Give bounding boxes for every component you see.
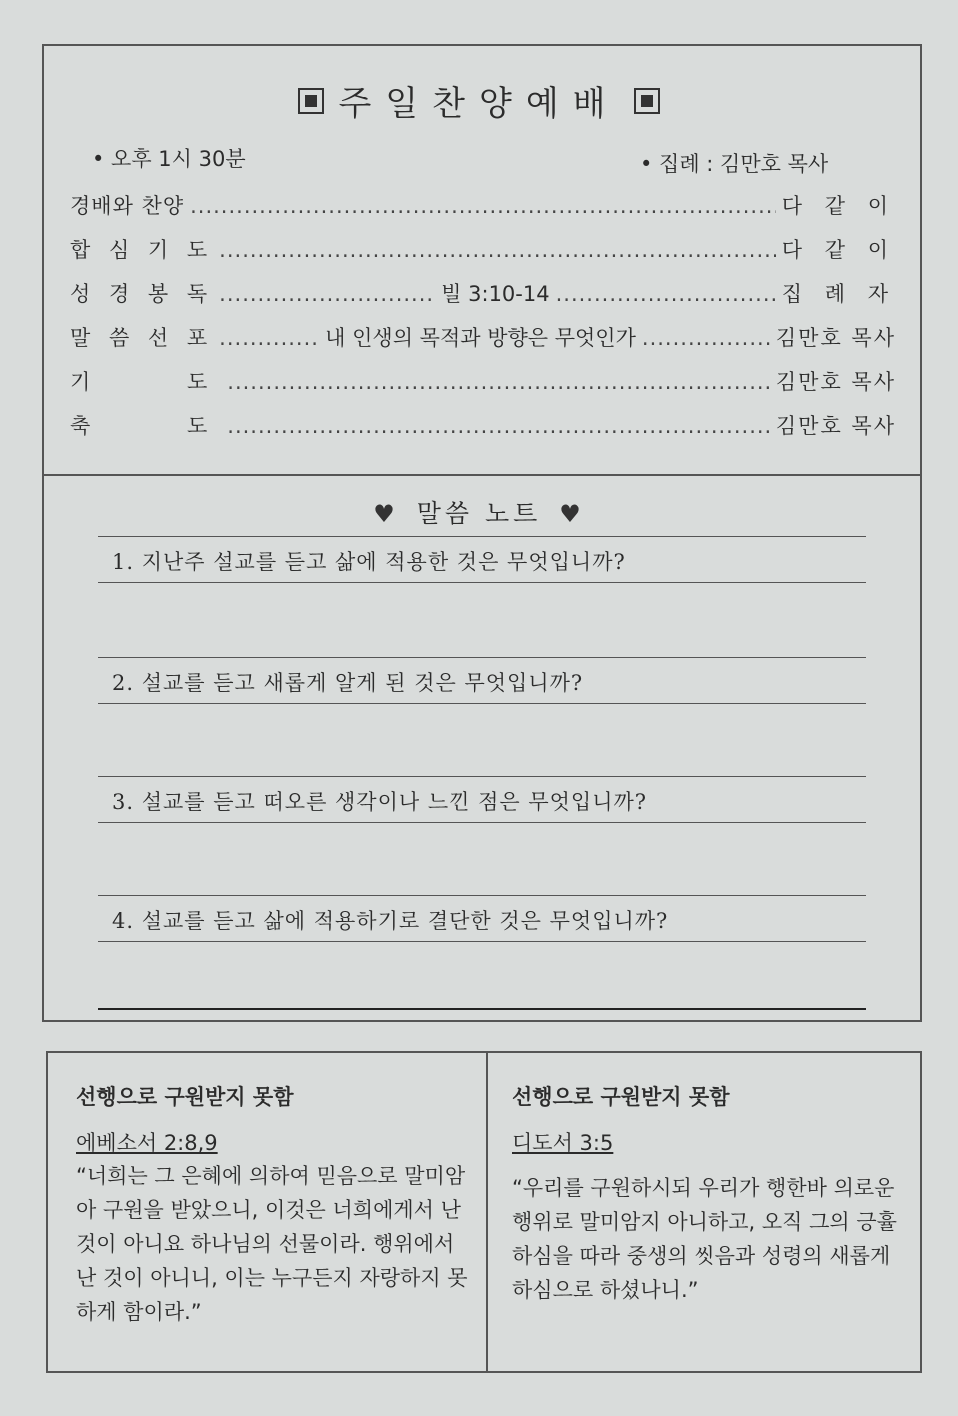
verse-heading: 선행으로 구원받지 못함 — [76, 1085, 294, 1109]
note-question: 3. 설교를 듣고 떠오른 생각이나 느낀 점은 무엇입니까? — [112, 790, 648, 814]
note-question: 1. 지난주 설교를 듣고 삶에 적용한 것은 무엇입니까? — [112, 550, 626, 574]
order-label: 축 도 — [70, 414, 222, 438]
order-label: 성 경 봉 독 — [70, 282, 214, 306]
note-rule — [98, 582, 866, 583]
order-leader: 집 례 자 — [781, 282, 896, 306]
square-bullet-icon — [298, 88, 324, 114]
note-rule — [98, 941, 866, 942]
verse-reference: 에베소서 2:8,9 — [76, 1131, 218, 1155]
leader-dots — [227, 370, 770, 394]
order-detail: 내 인생의 목적과 방향은 무엇인가 — [325, 326, 636, 350]
heart-icon: ♥ — [559, 500, 585, 528]
leader-dots — [219, 238, 776, 262]
leader-dots — [190, 194, 776, 218]
column-divider — [486, 1053, 488, 1371]
verse-column-ephesians — [76, 1053, 476, 1329]
order-row — [70, 278, 896, 322]
order-row — [70, 366, 896, 410]
order-label: 합 심 기 도 — [70, 238, 214, 262]
note-rule — [98, 822, 866, 823]
service-officiant: • 집례 : 김만호 목사 — [640, 152, 829, 176]
sermon-notes-title: ♥ 말씀 노트 ♥ — [373, 499, 585, 528]
order-leader: 김만호 목사 — [775, 370, 896, 394]
note-rule — [98, 703, 866, 704]
order-row — [70, 190, 896, 234]
leader-dots — [556, 282, 776, 306]
order-row — [70, 322, 896, 366]
order-leader: 김만호 목사 — [775, 414, 896, 438]
order-label: 말 씀 선 포 — [70, 326, 214, 350]
leader-dots — [219, 326, 319, 350]
verse-reference: 디도서 3:5 — [512, 1131, 614, 1155]
order-leader: 다 같 이 — [781, 238, 896, 262]
order-row — [70, 234, 896, 278]
order-label: 경배와 찬양 — [70, 194, 185, 218]
note-rule — [98, 776, 866, 777]
order-label: 기 도 — [70, 370, 222, 394]
leader-dots — [227, 414, 770, 438]
note-rule — [98, 536, 866, 537]
leader-dots — [642, 326, 770, 350]
verse-text: “너희는 그 은혜에 의하여 믿음으로 말미암아 구원을 받았으니, 이것은 너희에게서 난 것이 아니요 하나님의 선물이라. 행위에서 난 것이 아니니, 이는 누구든지 자랑하지 못하게 함이라.” — [76, 1164, 468, 1324]
service-title: 주일찬양예배 — [0, 76, 958, 125]
heart-icon: ♥ — [373, 500, 399, 528]
verse-box — [46, 1051, 922, 1373]
note-rule — [98, 1008, 866, 1010]
note-rule — [98, 895, 866, 896]
order-row — [70, 410, 896, 454]
note-question: 2. 설교를 듣고 새롭게 알게 된 것은 무엇입니까? — [112, 671, 584, 695]
verse-heading: 선행으로 구원받지 못함 — [512, 1085, 730, 1109]
order-leader: 김만호 목사 — [775, 326, 896, 350]
order-leader: 다 같 이 — [781, 194, 896, 218]
verse-column-titus — [512, 1053, 912, 1307]
verse-text: “우리를 구원하시되 우리가 행한바 의로운 행위로 말미암지 아니하고, 오직 그의 긍휼하심을 따라 중생의 씻음과 성령의 새롭게 하심으로 하셨나니.” — [512, 1176, 897, 1302]
note-rule — [98, 657, 866, 658]
note-question: 4. 설교를 듣고 삶에 적용하기로 결단한 것은 무엇입니까? — [112, 909, 669, 933]
service-time: • 오후 1시 30분 — [92, 147, 246, 171]
order-detail: 빌 3:10-14 — [441, 282, 550, 306]
order-of-worship — [70, 190, 896, 454]
square-bullet-icon — [634, 88, 660, 114]
leader-dots — [219, 282, 435, 306]
